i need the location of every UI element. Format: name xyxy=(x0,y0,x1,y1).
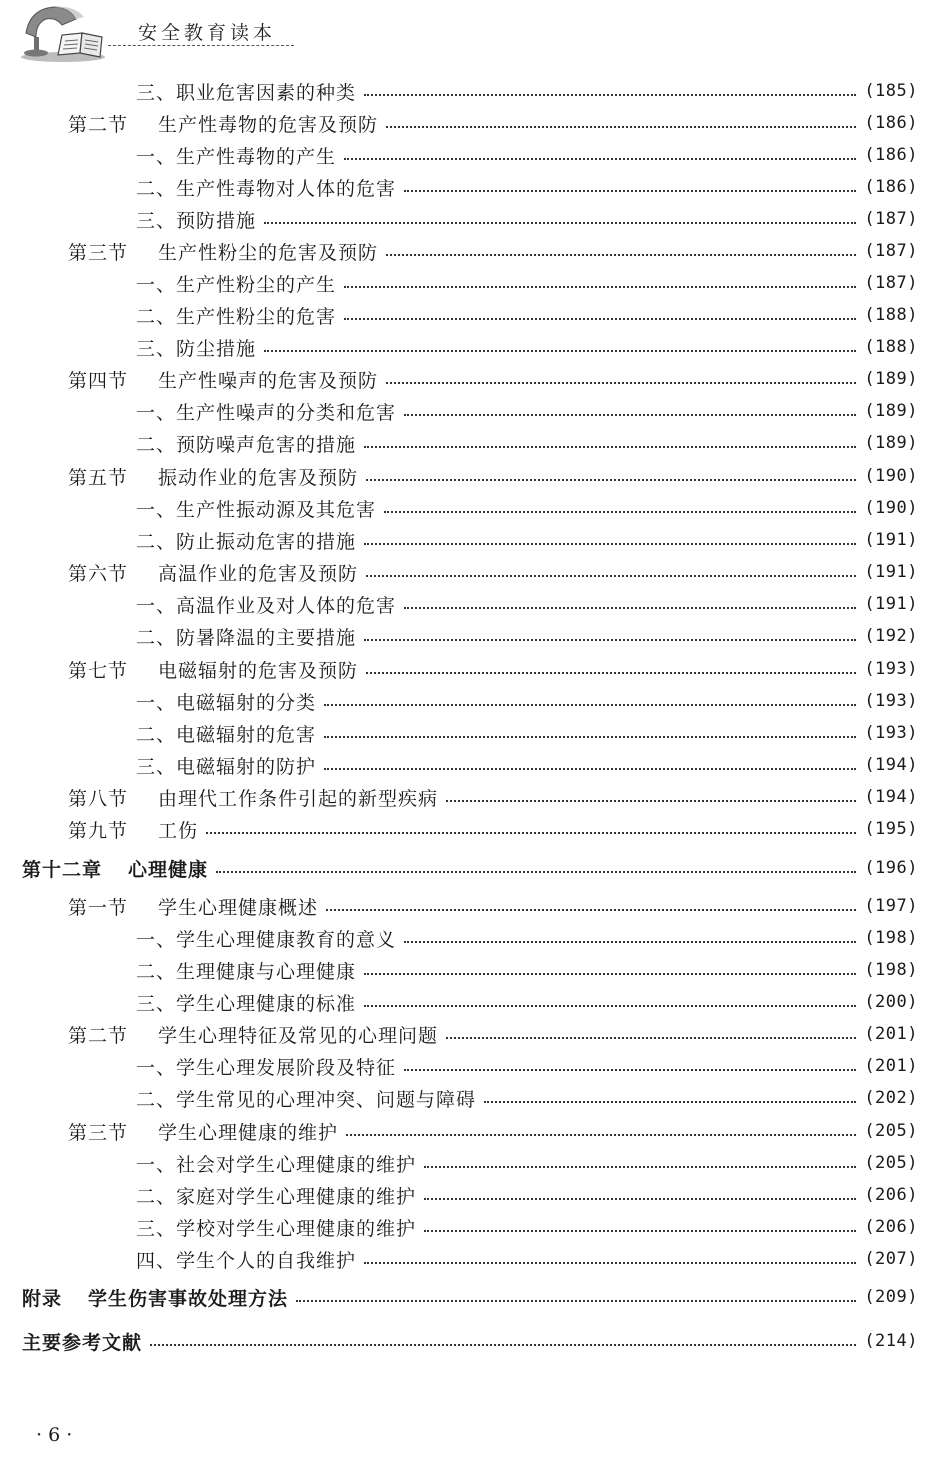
toc-entry-label xyxy=(68,1118,344,1145)
toc-page-number: (194) xyxy=(864,787,918,807)
toc-entry-title: 二、预防噪声危害的措施 xyxy=(136,433,357,456)
toc-entry-number: 第九节 xyxy=(68,819,129,842)
toc-entry-label xyxy=(22,855,214,882)
toc-chapter-entry[interactable] xyxy=(22,853,918,883)
toc-subsection-entry[interactable] xyxy=(136,718,918,748)
toc-entry-label xyxy=(136,270,342,297)
toc-page-number: (202) xyxy=(864,1088,918,1108)
toc-page-number: (207) xyxy=(864,1249,918,1269)
toc-subsection-entry[interactable] xyxy=(136,332,918,362)
toc-section-entry[interactable] xyxy=(68,557,918,587)
toc-entry-label xyxy=(136,1214,422,1241)
toc-page-number: (187) xyxy=(864,241,918,261)
toc-page-number: (205) xyxy=(864,1121,918,1141)
toc-page-number: (191) xyxy=(864,594,918,614)
toc-page-number: (201) xyxy=(864,1056,918,1076)
toc-entry-label xyxy=(136,591,402,618)
toc-subsection-entry[interactable] xyxy=(136,1083,918,1113)
dot-leader xyxy=(366,479,856,481)
toc-subsection-entry[interactable] xyxy=(136,204,918,234)
toc-subsection-entry[interactable] xyxy=(136,923,918,953)
toc-entry-title: 二、家庭对学生心理健康的维护 xyxy=(136,1185,417,1208)
toc-entry-label xyxy=(68,656,364,683)
toc-page-number: (205) xyxy=(864,1153,918,1173)
toc-page-number: (206) xyxy=(864,1185,918,1205)
toc-page-number: (198) xyxy=(864,928,918,948)
dot-leader xyxy=(326,909,856,911)
dot-leader xyxy=(366,575,856,577)
toc-entry-title: 学生伤害事故处理方法 xyxy=(88,1287,289,1310)
dot-leader xyxy=(386,254,856,256)
toc-entry-title: 四、学生个人的自我维护 xyxy=(136,1249,357,1272)
toc-entry-number: 第十二章 xyxy=(22,858,103,881)
toc-page-number: (191) xyxy=(864,530,918,550)
toc-page-number: (188) xyxy=(864,337,918,357)
toc-entry-number: 第八节 xyxy=(68,787,129,810)
toc-entry-label xyxy=(22,1328,148,1355)
toc-entry-title: 高温作业的危害及预防 xyxy=(158,562,359,585)
toc-subsection-entry[interactable] xyxy=(136,1180,918,1210)
toc-subsection-entry[interactable] xyxy=(136,686,918,716)
dot-leader xyxy=(364,639,856,641)
dot-leader xyxy=(364,543,856,545)
dot-leader xyxy=(216,871,856,873)
toc-entry-label xyxy=(22,1284,294,1311)
toc-entry-title: 一、学生心理健康教育的意义 xyxy=(136,928,397,951)
toc-entry-label xyxy=(68,238,384,265)
toc-entry-title: 主要参考文献 xyxy=(22,1331,143,1354)
toc-entry-title: 生产性毒物的危害及预防 xyxy=(158,113,379,136)
toc-subsection-entry[interactable] xyxy=(136,396,918,426)
toc-entry-number: 第三节 xyxy=(68,241,129,264)
toc-entry-label xyxy=(68,463,364,490)
toc-entry-title: 学生心理特征及常见的心理问题 xyxy=(158,1024,439,1047)
toc-section-entry[interactable] xyxy=(68,236,918,266)
toc-page-number: (193) xyxy=(864,723,918,743)
toc-entry-title: 由理代工作条件引起的新型疾病 xyxy=(158,787,439,810)
dot-leader xyxy=(264,350,856,352)
dot-leader xyxy=(344,318,856,320)
dot-leader xyxy=(150,1344,856,1346)
toc-subsection-entry[interactable] xyxy=(136,987,918,1017)
toc-entry-number: 第一节 xyxy=(68,896,129,919)
toc-entry-label xyxy=(68,559,364,586)
toc-page-number: (196) xyxy=(864,858,918,878)
toc-page-number: (193) xyxy=(864,659,918,679)
toc-entry-label xyxy=(136,302,342,329)
toc-page-number: (189) xyxy=(864,401,918,421)
toc-entry-number: 第七节 xyxy=(68,659,129,682)
toc-entry-label xyxy=(136,720,322,747)
toc-subsection-entry[interactable] xyxy=(136,428,918,458)
toc-page-number: (197) xyxy=(864,896,918,916)
dot-leader xyxy=(446,1037,856,1039)
toc-section-entry[interactable] xyxy=(68,364,918,394)
toc-entry-label xyxy=(68,1021,444,1048)
dot-leader xyxy=(324,736,856,738)
toc-subsection-entry[interactable] xyxy=(136,140,918,170)
dot-leader xyxy=(344,286,856,288)
toc-section-entry[interactable] xyxy=(68,461,918,491)
toc-entry-title: 三、学校对学生心理健康的维护 xyxy=(136,1217,417,1240)
toc-entry-label xyxy=(136,206,262,233)
toc-entry-number: 第六节 xyxy=(68,562,129,585)
toc-chapter-entry[interactable] xyxy=(22,1326,918,1356)
toc-entry-label xyxy=(136,957,362,984)
toc-page-number: (198) xyxy=(864,960,918,980)
toc-page-number: (194) xyxy=(864,755,918,775)
toc-entry-title: 三、职业危害因素的种类 xyxy=(136,81,357,104)
dot-leader xyxy=(404,414,856,416)
toc-entry-label xyxy=(136,1182,422,1209)
toc-entry-label xyxy=(136,78,362,105)
toc-entry-label xyxy=(136,142,342,169)
toc-subsection-entry[interactable] xyxy=(136,493,918,523)
toc-page-number: (193) xyxy=(864,691,918,711)
toc-section-entry[interactable] xyxy=(68,891,918,921)
toc-entry-label xyxy=(68,110,384,137)
dot-leader xyxy=(364,973,856,975)
toc-subsection-entry[interactable] xyxy=(136,589,918,619)
dot-leader xyxy=(446,800,856,802)
toc-entry-title: 二、防止振动危害的措施 xyxy=(136,530,357,553)
dot-leader xyxy=(364,94,856,96)
toc-entry-title: 三、防尘措施 xyxy=(136,337,257,360)
dot-leader xyxy=(364,1005,856,1007)
toc-entry-number: 第三节 xyxy=(68,1121,129,1144)
toc-entry-number: 第四节 xyxy=(68,369,129,392)
toc-section-entry[interactable] xyxy=(68,782,918,812)
dot-leader xyxy=(386,382,856,384)
dot-leader xyxy=(404,1069,856,1071)
dot-leader xyxy=(296,1300,856,1302)
toc-entry-title: 二、防暑降温的主要措施 xyxy=(136,626,357,649)
toc-entry-label xyxy=(136,989,362,1016)
toc-subsection-entry[interactable] xyxy=(136,1051,918,1081)
toc-entry-number: 第二节 xyxy=(68,113,129,136)
toc-page-number: (190) xyxy=(864,466,918,486)
toc-page-number: (187) xyxy=(864,209,918,229)
toc-subsection-entry[interactable] xyxy=(136,1212,918,1242)
toc-entry-label xyxy=(136,752,322,779)
dot-leader xyxy=(366,672,856,674)
toc-entry-title: 振动作业的危害及预防 xyxy=(158,466,359,489)
toc-entry-title: 工伤 xyxy=(158,819,199,842)
toc-subsection-entry[interactable] xyxy=(136,621,918,651)
toc-subsection-entry[interactable] xyxy=(136,525,918,555)
toc-page-number: (186) xyxy=(864,177,918,197)
toc-page-number: (192) xyxy=(864,626,918,646)
toc-section-entry[interactable] xyxy=(68,654,918,684)
toc-entry-title: 心理健康 xyxy=(128,858,209,881)
toc-subsection-entry[interactable] xyxy=(136,76,918,106)
toc-entry-label xyxy=(136,174,402,201)
toc-entry-label xyxy=(136,334,262,361)
toc-entry-label xyxy=(136,1246,362,1273)
dot-leader xyxy=(484,1101,856,1103)
toc-page-number: (189) xyxy=(864,369,918,389)
toc-subsection-entry[interactable] xyxy=(136,268,918,298)
toc-entry-label xyxy=(68,816,204,843)
toc-entry-label xyxy=(68,784,444,811)
toc-entry-title: 三、学生心理健康的标准 xyxy=(136,992,357,1015)
toc-entry-label xyxy=(136,495,382,522)
toc-entry-number: 附录 xyxy=(22,1287,63,1310)
dot-leader xyxy=(424,1198,856,1200)
dot-leader xyxy=(404,941,856,943)
toc-section-entry[interactable] xyxy=(68,814,918,844)
toc-subsection-entry[interactable] xyxy=(136,955,918,985)
toc-subsection-entry[interactable] xyxy=(136,172,918,202)
toc-entry-title: 一、生产性毒物的产生 xyxy=(136,145,337,168)
toc-entry-label xyxy=(136,398,402,425)
toc-page-number: (186) xyxy=(864,113,918,133)
toc-entry-title: 学生心理健康概述 xyxy=(158,896,319,919)
toc-entry-title: 三、预防措施 xyxy=(136,209,257,232)
dot-leader xyxy=(386,126,856,128)
dot-leader xyxy=(424,1230,856,1232)
toc-entry-label xyxy=(136,688,322,715)
toc-section-entry[interactable] xyxy=(68,1116,918,1146)
dot-leader xyxy=(424,1166,856,1168)
toc-subsection-entry[interactable] xyxy=(136,300,918,330)
toc-page-number: (189) xyxy=(864,433,918,453)
toc-entry-title: 二、电磁辐射的危害 xyxy=(136,723,317,746)
toc-entry-title: 一、高温作业及对人体的危害 xyxy=(136,594,397,617)
toc-entry-label xyxy=(136,430,362,457)
toc-entry-number: 第五节 xyxy=(68,466,129,489)
toc-entry-title: 一、生产性粉尘的产生 xyxy=(136,273,337,296)
toc-subsection-entry[interactable] xyxy=(136,750,918,780)
toc-page-number: (209) xyxy=(864,1287,918,1307)
toc-entry-title: 三、电磁辐射的防护 xyxy=(136,755,317,778)
toc-entry-title: 二、学生常见的心理冲突、问题与障碍 xyxy=(136,1088,477,1111)
toc-entry-label xyxy=(136,925,402,952)
dot-leader xyxy=(324,704,856,706)
dot-leader xyxy=(404,190,856,192)
toc-entry-title: 生产性粉尘的危害及预防 xyxy=(158,241,379,264)
toc-entry-label xyxy=(136,527,362,554)
toc-page-number: (201) xyxy=(864,1024,918,1044)
toc-page-number: (214) xyxy=(864,1331,918,1351)
toc-entry-label xyxy=(136,1053,402,1080)
toc-entry-label xyxy=(136,1085,482,1112)
dot-leader xyxy=(206,832,856,834)
toc-chapter-entry[interactable] xyxy=(22,1282,918,1312)
dot-leader xyxy=(346,1134,856,1136)
toc-section-entry[interactable] xyxy=(68,1019,918,1049)
toc-entry-label xyxy=(136,1150,422,1177)
toc-page-number: (190) xyxy=(864,498,918,518)
toc-subsection-entry[interactable] xyxy=(136,1244,918,1274)
toc-page-number: (188) xyxy=(864,305,918,325)
toc-entry-title: 二、生产性毒物对人体的危害 xyxy=(136,177,397,200)
toc-page-number: (185) xyxy=(864,81,918,101)
dot-leader xyxy=(384,511,856,513)
running-header-title: 安全教育读本 xyxy=(138,22,277,44)
dot-leader xyxy=(344,158,856,160)
toc-entry-title: 一、学生心理发展阶段及特征 xyxy=(136,1056,397,1079)
toc-page-number: (186) xyxy=(864,145,918,165)
toc-page-number: (187) xyxy=(864,273,918,293)
toc-page-number: (191) xyxy=(864,562,918,582)
dot-leader xyxy=(324,768,856,770)
toc-entry-title: 生产性噪声的危害及预防 xyxy=(158,369,379,392)
toc-page-number: (200) xyxy=(864,992,918,1012)
dot-leader xyxy=(364,446,856,448)
toc-entry-label xyxy=(68,893,324,920)
toc-entry-label xyxy=(68,366,384,393)
toc-entry-title: 二、生理健康与心理健康 xyxy=(136,960,357,983)
toc-entry-title: 一、生产性噪声的分类和危害 xyxy=(136,401,397,424)
toc-entry-number: 第二节 xyxy=(68,1024,129,1047)
page-number: · 6 · xyxy=(36,1424,73,1446)
toc-entry-label xyxy=(136,623,362,650)
toc-section-entry[interactable] xyxy=(68,108,918,138)
toc-entry-title: 一、社会对学生心理健康的维护 xyxy=(136,1153,417,1176)
toc-subsection-entry[interactable] xyxy=(136,1148,918,1178)
toc-entry-title: 学生心理健康的维护 xyxy=(158,1121,339,1144)
toc-entry-title: 电磁辐射的危害及预防 xyxy=(158,659,359,682)
toc-page-number: (206) xyxy=(864,1217,918,1237)
dot-leader xyxy=(404,607,856,609)
dot-leader xyxy=(364,1262,856,1264)
toc-entry-title: 一、电磁辐射的分类 xyxy=(136,691,317,714)
toc-page-number: (195) xyxy=(864,819,918,839)
toc-entry-title: 一、生产性振动源及其危害 xyxy=(136,498,377,521)
dot-leader xyxy=(264,222,856,224)
toc-entry-title: 二、生产性粉尘的危害 xyxy=(136,305,337,328)
